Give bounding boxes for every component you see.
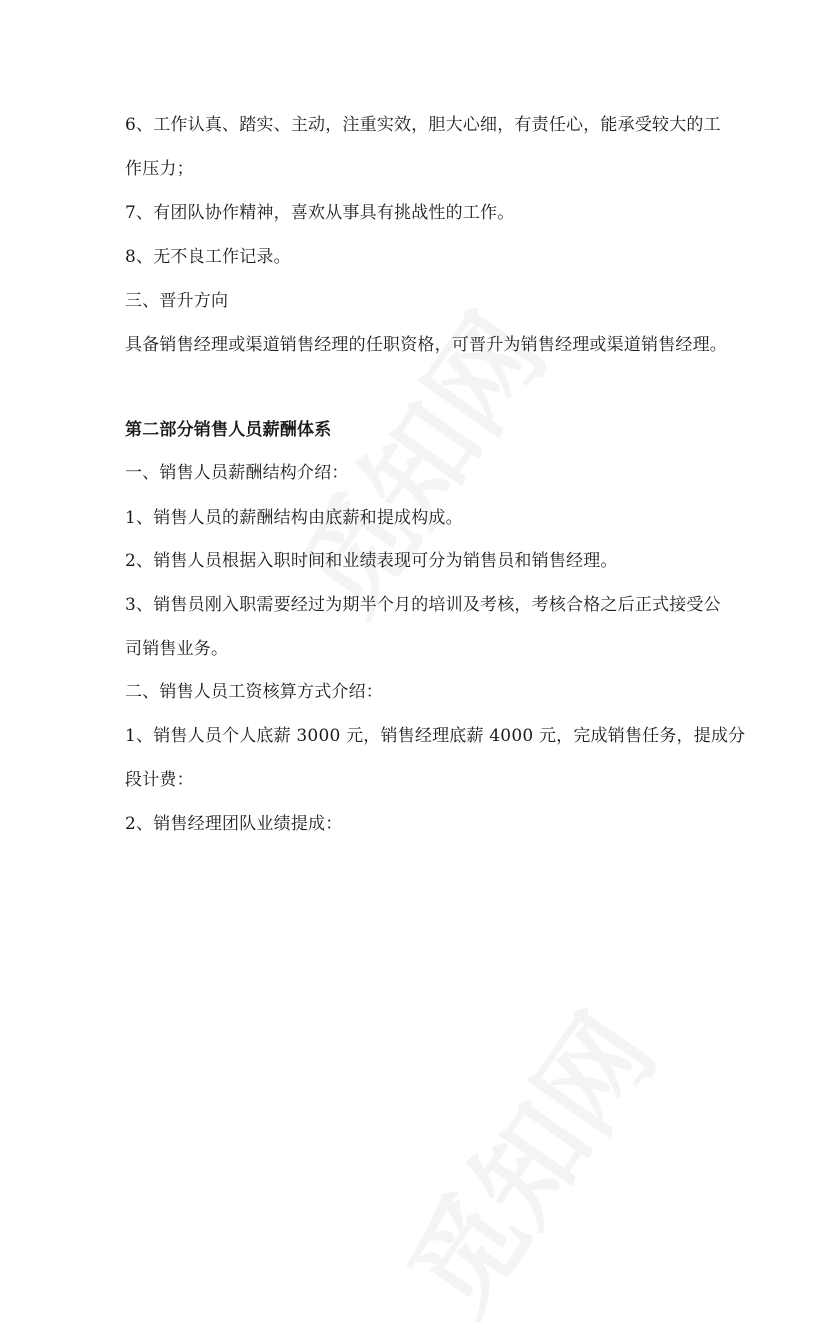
section-heading-structure: 一、销售人员薪酬结构介绍： <box>125 463 349 483</box>
paragraph-calculation-2: 2、销售经理团队业绩提成： <box>125 814 343 834</box>
paragraph-structure-2: 2、销售人员根据入职时间和业绩表现可分为销售员和销售经理。 <box>125 551 618 571</box>
paragraph-item-8: 8、无不良工作记录。 <box>125 247 291 267</box>
paragraph-structure-3: 3、销售员刚入职需要经过为期半个月的培训及考核，考核合格之后正式接受公 <box>125 595 721 615</box>
section-heading-promotion: 三、晋升方向 <box>125 291 229 311</box>
watermark <box>366 979 685 1339</box>
paragraph-promotion: 具备销售经理或渠道销售经理的任职资格，可晋升为销售经理或渠道销售经理。 <box>125 335 727 355</box>
paragraph-calculation-1: 1、销售人员个人底薪 3000 元，销售经理底薪 4000 元，完成销售任务，提成分 <box>125 726 746 746</box>
paragraph-structure-1: 1、销售人员的薪酬结构由底薪和提成构成。 <box>125 508 463 528</box>
paragraph-item-6: 6、工作认真、踏实、主动，注重实效，胆大心细，有责任心，能承受较大的工 <box>125 115 721 135</box>
section-heading-calculation: 二、销售人员工资核算方式介绍： <box>125 682 383 702</box>
watermark <box>256 279 575 640</box>
part-title: 第二部分销售人员薪酬体系 <box>125 420 332 440</box>
paragraph-item-6-continued: 作压力； <box>125 159 194 179</box>
paragraph-item-7: 7、有团队协作精神，喜欢从事具有挑战性的工作。 <box>125 203 515 223</box>
paragraph-structure-3-continued: 司销售业务。 <box>125 639 229 659</box>
paragraph-calculation-1-continued: 段计费： <box>125 770 194 790</box>
